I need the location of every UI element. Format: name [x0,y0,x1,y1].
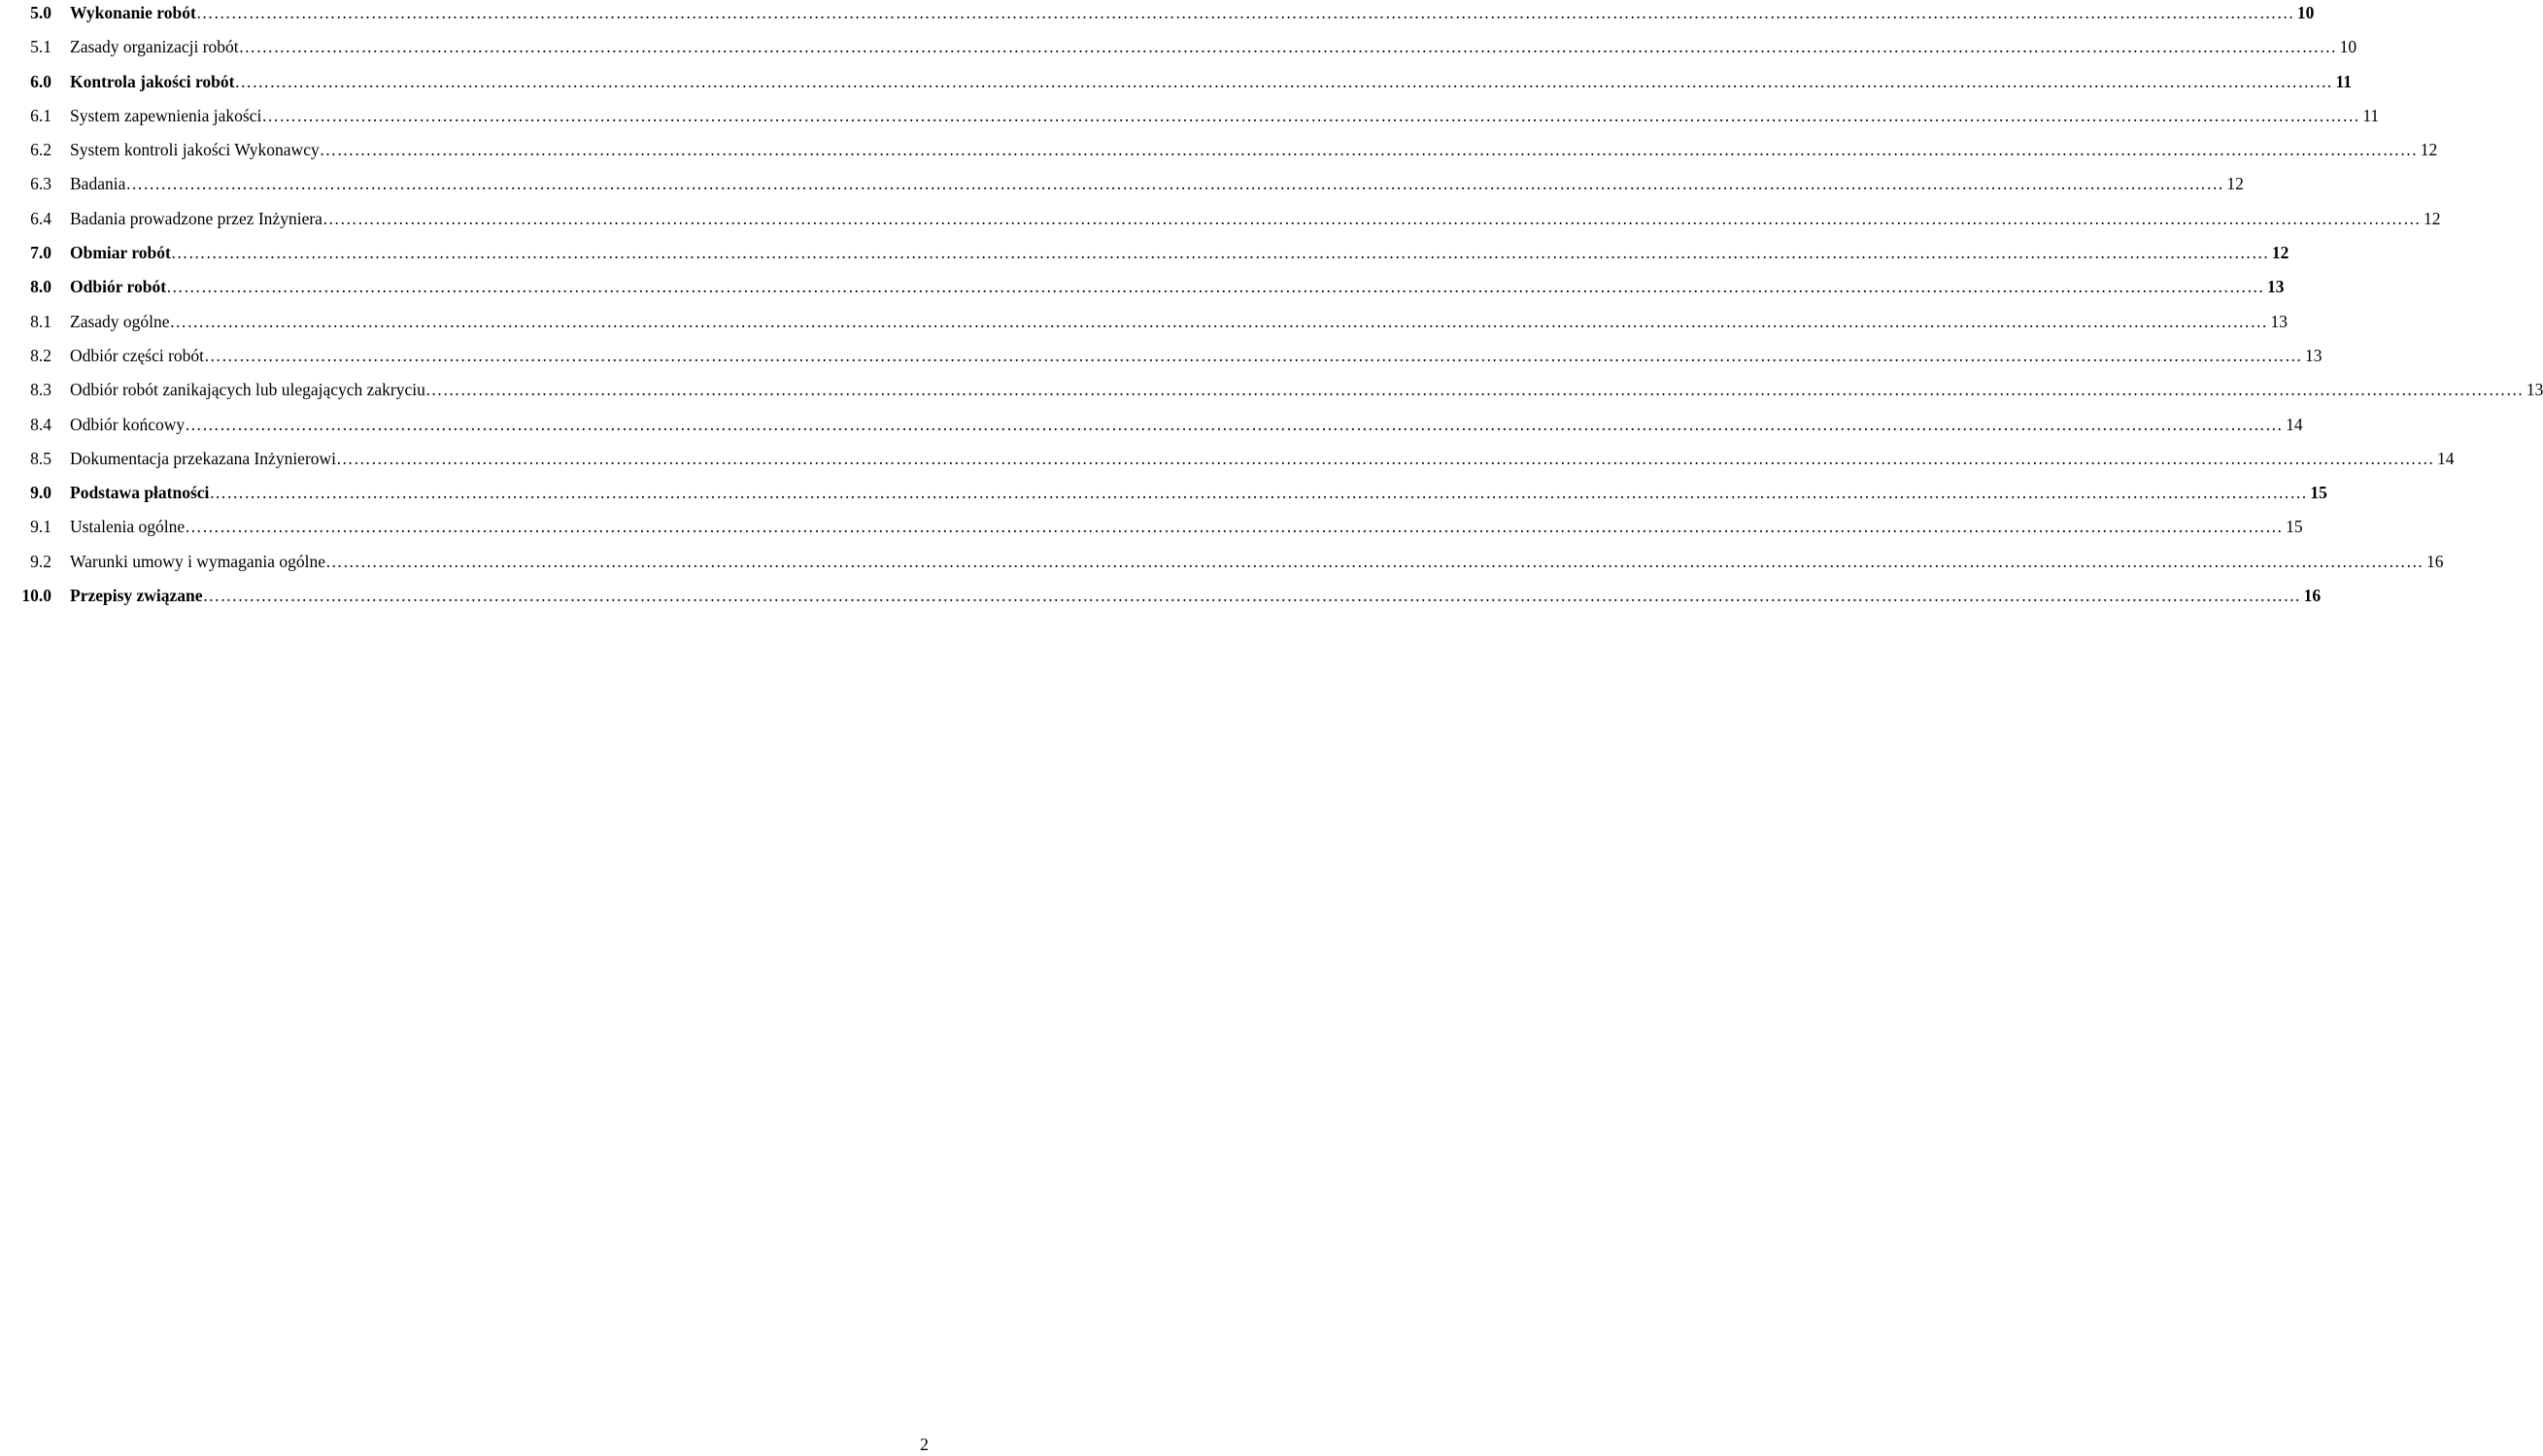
toc-entry-body [70,309,2289,335]
toc-entry[interactable] [0,240,2289,274]
toc-entry-page: 12 [2226,174,2244,194]
toc-dot-leader: ……………………………………………………………………………………………………………………………………………………………………………………………………………………………………………………………………………………………………………………………… [319,140,2418,160]
toc-entry-body [70,240,2289,266]
toc-entry-body [70,103,2380,129]
toc-entry-title: Warunki umowy i wymagania ogólne [70,551,325,571]
toc-entry-number: 6.4 [30,208,51,228]
toc-entry-title: Podstawa płatności [70,483,210,503]
toc-entry[interactable] [0,583,2322,617]
toc-entry-number: 8.1 [30,311,51,331]
toc-dot-leader: ……………………………………………………………………………………………………………………………………………………………………………………………………………………………………………………………………………………………………………………………… [185,414,2284,434]
toc-dot-leader: ……………………………………………………………………………………………………………………………………………………………………………………………………………………………………………………………………………………………………………………………… [195,3,2294,22]
toc-entry-title: Odbiór robót [70,277,167,297]
toc-dot-leader: ……………………………………………………………………………………………………………………………………………………………………………………………………………………………………………………………………………………………………………………………… [204,345,2303,365]
toc-entry-title: System kontroli jakości Wykonawcy [70,140,320,160]
toc-entry-number: 10.0 [21,586,51,606]
toc-entry-page: 10 [2296,3,2315,22]
toc-entry-title: Zasady ogólne [70,311,170,331]
toc-entry[interactable] [0,412,2303,446]
toc-entry-title: Odbiór końcowy [70,414,186,434]
toc-dot-leader: ……………………………………………………………………………………………………………………………………………………………………………………………………………………………………………………………………………………………………………………………… [336,448,2435,468]
toc-entry-body [70,343,2323,369]
toc-entry-number: 6.3 [30,174,51,194]
toc-entry-page: 10 [2339,37,2357,57]
toc-dot-leader: ……………………………………………………………………………………………………………………………………………………………………………………………………………………………………………………………………………………………………………………………… [238,37,2337,57]
toc-entry-number: 9.0 [30,483,51,503]
toc-entry-body [70,412,2303,438]
toc-entry-title: Odbiór części robót [70,345,205,365]
toc-entry-number: 8.3 [30,380,51,400]
toc-entry-body [70,34,2357,60]
toc-dot-leader: ……………………………………………………………………………………………………………………………………………………………………………………………………………………………………………………………………………………………………………………………… [169,311,2268,331]
toc-entry[interactable] [0,446,2455,480]
toc-entry[interactable] [0,274,2285,308]
toc-entry-number: 6.0 [30,71,51,91]
toc-entry-page: 16 [2303,586,2322,606]
toc-dot-leader: ……………………………………………………………………………………………………………………………………………………………………………………………………………………………………………………………………………………………………………………………… [185,517,2284,537]
toc-entry[interactable] [0,206,2441,240]
toc-entry-title: Dokumentacja przekazana Inżynierowi [70,448,337,468]
toc-entry-page: 14 [2437,448,2455,468]
toc-entry-body [70,514,2303,540]
page-number: 2 [920,1435,929,1454]
toc-entry-title: Odbiór robót zanikających lub ulegających zakryciu [70,380,425,400]
toc-entry[interactable] [0,34,2357,68]
toc-entry-number: 8.2 [30,345,51,365]
toc-entry[interactable] [0,171,2244,205]
toc-entry-body [70,549,2444,575]
toc-entry-number: 8.4 [30,414,51,434]
toc-entry-body [70,0,2315,26]
toc-entry-title: Kontrola jakości robót [70,71,235,91]
toc-entry-page: 11 [2362,105,2380,125]
toc-entry-page: 13 [2270,311,2289,331]
toc-entry-number: 8.0 [30,277,51,297]
toc-entry-number: 6.2 [30,140,51,160]
toc-entry-title: Ustalenia ogólne [70,517,186,537]
toc-entry-body [70,583,2322,609]
toc-entry-body [70,274,2285,300]
toc-dot-leader: ……………………………………………………………………………………………………………………………………………………………………………………………………………………………………………………………………………………………………………………………… [209,483,2308,503]
toc-entry-title: System zapewnienia jakości [70,105,262,125]
toc-entry-page: 11 [2335,71,2353,91]
toc-entry[interactable] [0,549,2444,583]
toc-entry-page: 12 [2271,243,2289,263]
toc-entry-title: Zasady organizacji robót [70,37,239,57]
toc-entry-title: Wykonanie robót [70,3,196,22]
toc-entry-body [70,206,2441,232]
toc-dot-leader: ……………………………………………………………………………………………………………………………………………………………………………………………………………………………………………………………………………………………………………………………… [424,380,2524,400]
toc-entry[interactable] [0,514,2303,548]
toc-entry-page: 15 [2310,483,2327,503]
toc-entry-page: 16 [2425,551,2444,571]
toc-entry-title: Obmiar robót [70,243,171,263]
toc-entry-title: Badania prowadzone przez Inżyniera [70,208,322,228]
toc-entry-body [70,480,2327,506]
toc-entry-body [70,446,2455,472]
toc-dot-leader: ……………………………………………………………………………………………………………………………………………………………………………………………………………………………………………………………………………………………………………………………… [125,174,2224,194]
toc-entry[interactable] [0,0,2315,34]
toc-entry-title: Przepisy związane [70,586,203,606]
toc-entry-page: 12 [2420,140,2438,160]
toc-entry[interactable] [0,480,2327,514]
toc-entry[interactable] [0,103,2380,137]
table-of-contents [0,0,2543,617]
toc-entry-page: 12 [2423,208,2441,228]
toc-entry-page: 15 [2286,517,2303,537]
toc-entry-body [70,377,2543,403]
toc-entry-number: 9.2 [30,551,51,571]
toc-entry-page: 13 [2267,277,2285,297]
toc-dot-leader: ……………………………………………………………………………………………………………………………………………………………………………………………………………………………………………………………………………………………………………………………… [170,243,2269,263]
toc-entry-number: 7.0 [30,243,51,263]
toc-entry-page: 13 [2305,345,2323,365]
toc-entry-number: 8.5 [30,448,51,468]
toc-entry-body [70,137,2438,163]
toc-entry-number: 5.0 [30,3,51,22]
toc-dot-leader: ……………………………………………………………………………………………………………………………………………………………………………………………………………………………………………………………………………………………………………………………… [202,586,2301,606]
toc-entry-number: 5.1 [30,37,51,57]
toc-dot-leader: ……………………………………………………………………………………………………………………………………………………………………………………………………………………………………………………………………………………………………………………………… [261,105,2360,125]
toc-entry[interactable] [0,343,2323,377]
toc-entry[interactable] [0,377,2543,411]
toc-entry[interactable] [0,309,2289,343]
toc-entry-page: 14 [2286,414,2303,434]
toc-entry-number: 9.1 [30,517,51,537]
toc-entry-page: 13 [2526,380,2543,400]
toc-entry-number: 6.1 [30,105,51,125]
toc-entry-body [70,171,2244,197]
toc-dot-leader: ……………………………………………………………………………………………………………………………………………………………………………………………………………………………………………………………………………………………………………………………… [234,71,2333,91]
toc-dot-leader: ……………………………………………………………………………………………………………………………………………………………………………………………………………………………………………………………………………………………………………………………… [324,551,2424,571]
toc-entry-title: Badania [70,174,126,194]
toc-entry[interactable] [0,137,2438,171]
toc-dot-leader: ……………………………………………………………………………………………………………………………………………………………………………………………………………………………………………………………………………………………………………………………… [166,277,2265,297]
toc-entry[interactable] [0,69,2353,103]
toc-dot-leader: ……………………………………………………………………………………………………………………………………………………………………………………………………………………………………………………………………………………………………………………………… [322,208,2421,228]
toc-entry-body [70,69,2353,95]
